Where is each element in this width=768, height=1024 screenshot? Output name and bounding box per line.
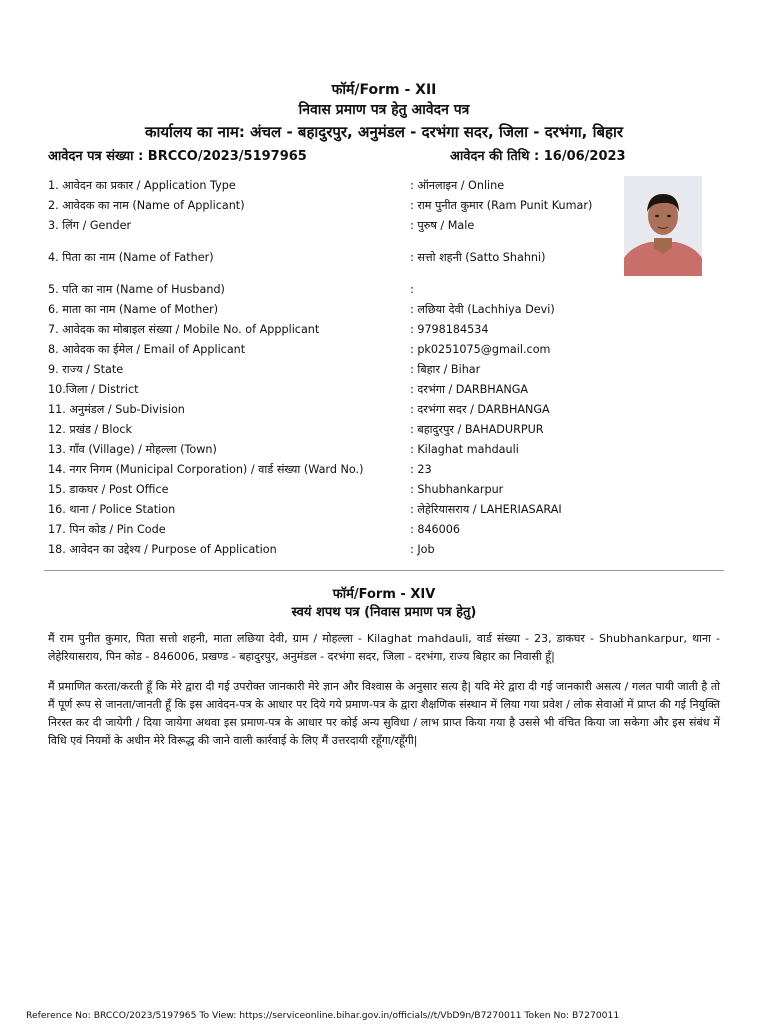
field-row — [48, 248, 608, 280]
field-label: 10.जिला / District — [48, 383, 139, 396]
applicant-photo — [624, 176, 702, 276]
field-value: : बहादुरपुर / BAHADURPUR — [410, 423, 544, 436]
field-label: 11. अनुमंडल / Sub-Division — [48, 403, 185, 416]
field-value: : Shubhankarpur — [410, 483, 504, 496]
field-row — [48, 500, 608, 520]
field-row — [48, 360, 608, 380]
affidavit-paragraph-residence: मैं राम पुनीत कुमार, पिता सत्तो शहनी, माता लछिया देवी, ग्राम / मोहल्ला - Kilaghat mahdauli, वार्ड संख्या - 23, डाकघर - Shubhankarpur, थाना - लेहेरियासराय, पिन कोड - 846006, प्रखण्ड - बहादुरपुर, अनुमंडल - दरभंगा सदर, जिला - दरभंगा, राज्य बिहार का निवासी हूँ| — [48, 632, 720, 663]
field-row — [48, 216, 608, 248]
field-label: 14. नगर निगम (Municipal Corporation) / वार्ड संख्या (Ward No.) — [48, 463, 364, 476]
field-value: : Job — [410, 543, 435, 556]
field-value: : लेहेरियासराय / LAHERIASARAI — [410, 503, 562, 516]
field-row — [48, 340, 608, 360]
field-row — [48, 460, 608, 480]
field-label: 6. माता का नाम (Name of Mother) — [48, 303, 219, 316]
field-label: 8. आवेदक का ईमेल / Email of Applicant — [48, 343, 246, 356]
field-label: 3. लिंग / Gender — [48, 219, 132, 232]
field-value: : pk0251075@gmail.com — [410, 343, 551, 356]
section-divider — [44, 570, 724, 571]
footer-reference: Reference No: BRCCO/2023/5197965 To View: https://serviceonline.bihar.gov.in/officials//t/VbD9n/B7270011 Token No: B7270011 — [26, 1010, 620, 1021]
field-value: : सत्तो शहनी (Satto Shahni) — [410, 251, 546, 264]
office-name: कार्यालय का नाम: अंचल - बहादुरपुर, अनुमंडल - दरभंगा सदर, जिला - दरभंगा, बिहार — [144, 123, 624, 141]
field-label: 17. पिन कोड / Pin Code — [48, 523, 166, 536]
form-subtitle: निवास प्रमाण पत्र हेतु आवेदन पत्र — [298, 102, 470, 118]
field-label: 13. गाँव (Village) / मोहल्ला (Town) — [48, 443, 217, 456]
field-row — [48, 380, 608, 400]
field-value: : 846006 — [410, 523, 461, 536]
field-value: : Kilaghat mahdauli — [410, 443, 519, 456]
field-row — [48, 280, 608, 300]
field-label: 5. पति का नाम (Name of Husband) — [48, 283, 225, 296]
field-label: 7. आवेदक का मोबाइल संख्या / Mobile No. of Appplicant — [48, 323, 320, 336]
affidavit-title: फॉर्म/Form - XIV — [332, 587, 436, 602]
field-row — [48, 320, 608, 340]
applicant-details — [48, 176, 608, 560]
field-row — [48, 540, 608, 560]
field-label: 9. राज्य / State — [48, 363, 124, 376]
affidavit-paragraph-declaration: मैं प्रमाणित करता/करती हूँ कि मेरे द्वारा दी गई उपरोक्त जानकारी मेरे ज्ञान और विश्वास के अनुसार सत्य है| यदि मेरे द्वारा दी गई जानकारी असत्य / गलत पायी जाती है तो मैं पूर्ण रूप से जानता/जानती हूँ कि इस आवेदन-पत्र के आधार पर दिये गये प्रमाण-पत्र के द्वारा शैक्षणिक संस्थान में लिया गया प्रवेश / लोक सेवाओं में प्राप्त की गई नियुक्ति निरस्त कर दी जायेगी / दिया जायेगा अथवा इस प्रमाण-पत्र के आधार पर कोई अन्य सुविधा / लाभ प्राप्त किया गया है उससे भी वंचित किया जा सकेगा और इस संबंध में विधि एवं नियमों के अधीन मेरे विरूद्ध की जाने वाली कार्रवाई के लिए मैं उत्तरदायी रहूँगा/रहूँगी| — [48, 680, 720, 747]
field-label: 16. थाना / Police Station — [48, 503, 176, 516]
field-value: : 23 — [410, 463, 432, 476]
field-row — [48, 440, 608, 460]
field-value: : बिहार / Bihar — [410, 363, 481, 376]
field-label: 15. डाकघर / Post Office — [48, 483, 169, 496]
field-row — [48, 520, 608, 540]
form-title: फॉर्म/Form - XII — [331, 82, 437, 98]
field-label: 12. प्रखंड / Block — [48, 423, 132, 436]
application-date: आवेदन की तिथि : 16/06/2023 — [450, 149, 626, 164]
field-value: : लछिया देवी (Lachhiya Devi) — [410, 303, 555, 316]
field-label: 18. आवेदन का उद्देश्य / Purpose of Application — [48, 543, 277, 556]
applicant-photo-image — [624, 176, 702, 276]
field-value: : दरभंगा / DARBHANGA — [410, 383, 529, 396]
field-value: : राम पुनीत कुमार (Ram Punit Kumar) — [410, 199, 593, 212]
application-number: आवेदन पत्र संख्या : BRCCO/2023/5197965 — [48, 149, 307, 164]
field-row — [48, 480, 608, 500]
field-row — [48, 420, 608, 440]
field-row — [48, 400, 608, 420]
affidavit-subtitle: स्वयं शपथ पत्र (निवास प्रमाण पत्र हेतु) — [291, 605, 477, 620]
field-value: : पुरुष / Male — [410, 219, 475, 232]
field-value: : दरभंगा सदर / DARBHANGA — [410, 403, 550, 416]
field-label: 2. आवेदक का नाम (Name of Applicant) — [48, 199, 245, 212]
field-row — [48, 300, 608, 320]
field-value: : 9798184534 — [410, 323, 489, 336]
field-value: : — [410, 283, 414, 296]
field-label: 4. पिता का नाम (Name of Father) — [48, 251, 214, 264]
field-row — [48, 176, 608, 196]
field-value: : ऑनलाइन / Online — [410, 179, 505, 192]
field-row — [48, 196, 608, 216]
field-label: 1. आवेदन का प्रकार / Application Type — [48, 179, 236, 192]
